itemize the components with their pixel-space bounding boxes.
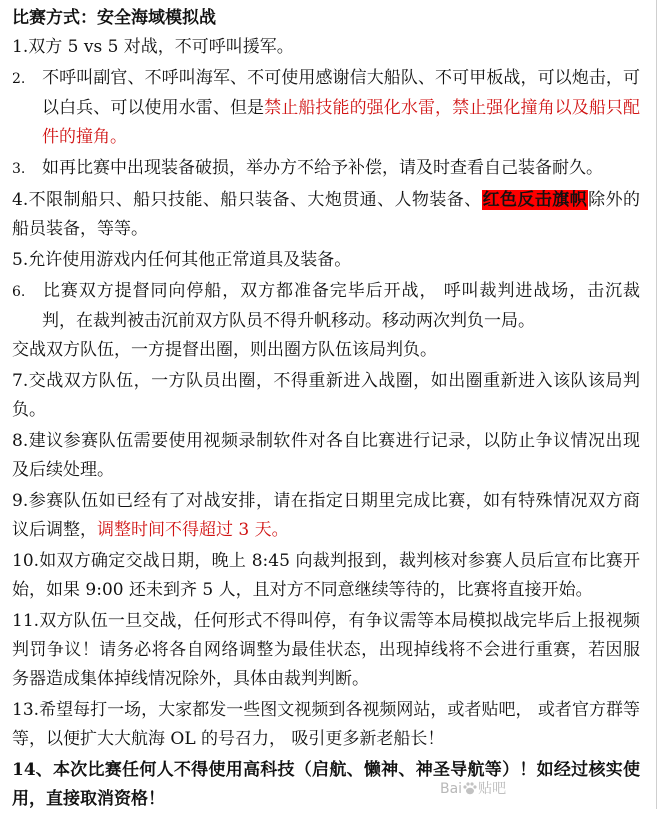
page-title: 比赛方式：安全海域模拟战 <box>12 8 216 28</box>
rule-3 <box>12 154 640 184</box>
highlighted-item: 红色反击旗帜 <box>482 190 588 210</box>
rule-number: 14、 <box>12 760 53 780</box>
rule-text: 双方队伍一旦交战，任何形式不得叫停，有争议需等本局模拟战完毕后上报视频判罚争议！请务必将各自网络调整为最佳状态，出现掉线将不会进行重赛，若因服务器造成集体掉线情况除外，具体由裁判判断。 <box>12 611 640 689</box>
rule-number: 6. <box>12 284 26 300</box>
rule-11 <box>12 607 640 694</box>
rule-text: 交战双方队伍，一方队员出圈，不得重新进入战圈，如出圈重新进入该队该局判负。 <box>12 371 640 420</box>
rule-8 <box>12 427 640 485</box>
rule-4 <box>12 186 640 244</box>
rule-warning-text: 调整时间不得超过 3 天。 <box>97 520 289 540</box>
rule-text: 如双方确定交战日期，晚上 8:45 向裁判报到，裁判核对参赛人员后宣布比赛开始，如果 9:00 还未到齐 5 人，且对方不同意继续等待的，比赛将直接开始。 <box>12 551 640 600</box>
rule-number: 10. <box>12 551 40 571</box>
rule-text: 参赛队伍如已经有了对战安排，请在指定日期里完成比赛，如有特殊情况双方商议后调整， <box>12 491 640 540</box>
rule-warning-text: 禁止船技能的强化水雷，禁止强化撞角以及船只配件的撞角。 <box>42 98 641 147</box>
rule-5 <box>12 246 640 275</box>
rule-text: 建议参赛队伍需要使用视频录制软件对各自比赛进行记录，以防止争议情况出现及后续处理。 <box>12 431 640 480</box>
watermark <box>440 778 506 798</box>
document-body <box>12 4 640 816</box>
rule-7 <box>12 367 640 425</box>
rule-number: 5. <box>12 250 29 270</box>
rule-number: 3. <box>12 161 26 177</box>
rule-number: 2. <box>12 71 26 87</box>
rule-text: 如再比赛中出现装备破损，举办方不给予补偿，请及时查看自己装备耐久。 <box>42 158 603 178</box>
rule-13 <box>12 696 640 754</box>
rule-text: 希望每打一场，大家都发一些图文视频到各视频网站，或者贴吧， 或者官方群等等，以便扩大大航海 OL 的号召力， 吸引更多新老船长！ <box>12 700 640 749</box>
rule-number: 7. <box>12 371 29 391</box>
rule-number: 8. <box>12 431 29 451</box>
rule-text: 不限制船只、船只技能、船只装备、大炮贯通、人物装备、 <box>28 190 482 210</box>
rule-text: 本次比赛任何人不得使用高科技（启航、懒神、神圣导航等）！如经过核实使用，直接取消资格！ <box>12 760 640 809</box>
rule-number: 11. <box>12 611 40 631</box>
rule-extra-text: 交战双方队伍，一方提督出圈，则出圈方队伍该局判负。 <box>12 340 437 360</box>
rule-10 <box>12 547 640 605</box>
rule-number: 1. <box>12 37 29 57</box>
rule-text: 比赛双方提督同向停船，双方都准备完毕后开战， 呼叫裁判进战场，击沉裁判，在裁判被击沉前双方队员不得升帆移动。移动两次判负一局。 <box>42 281 640 331</box>
baidu-paw-icon <box>462 781 478 795</box>
rule-number: 9. <box>12 491 29 511</box>
rule-text-continued: 除外的船员装备，等等。 <box>12 190 640 239</box>
rule-number: 13. <box>12 700 40 720</box>
watermark-text: Bai <box>440 781 463 797</box>
rule-9 <box>12 487 640 545</box>
rule-text: 不呼叫副官、不呼叫海军、不可使用感谢信大船队、不可甲板战，可以炮击，可以白兵、可以使用水雷、但是 <box>42 68 640 118</box>
rule-6 <box>12 277 640 365</box>
rule-1 <box>12 33 640 62</box>
rule-number: 4. <box>12 190 29 210</box>
rule-2 <box>12 64 640 152</box>
rule-14 <box>12 756 640 814</box>
rule-text: 双方 5 vs 5 对战，不可呼叫援军。 <box>28 37 294 57</box>
rule-text: 允许使用游戏内任何其他正常道具及装备。 <box>28 250 352 270</box>
watermark-text-2: 贴吧 <box>478 781 507 797</box>
